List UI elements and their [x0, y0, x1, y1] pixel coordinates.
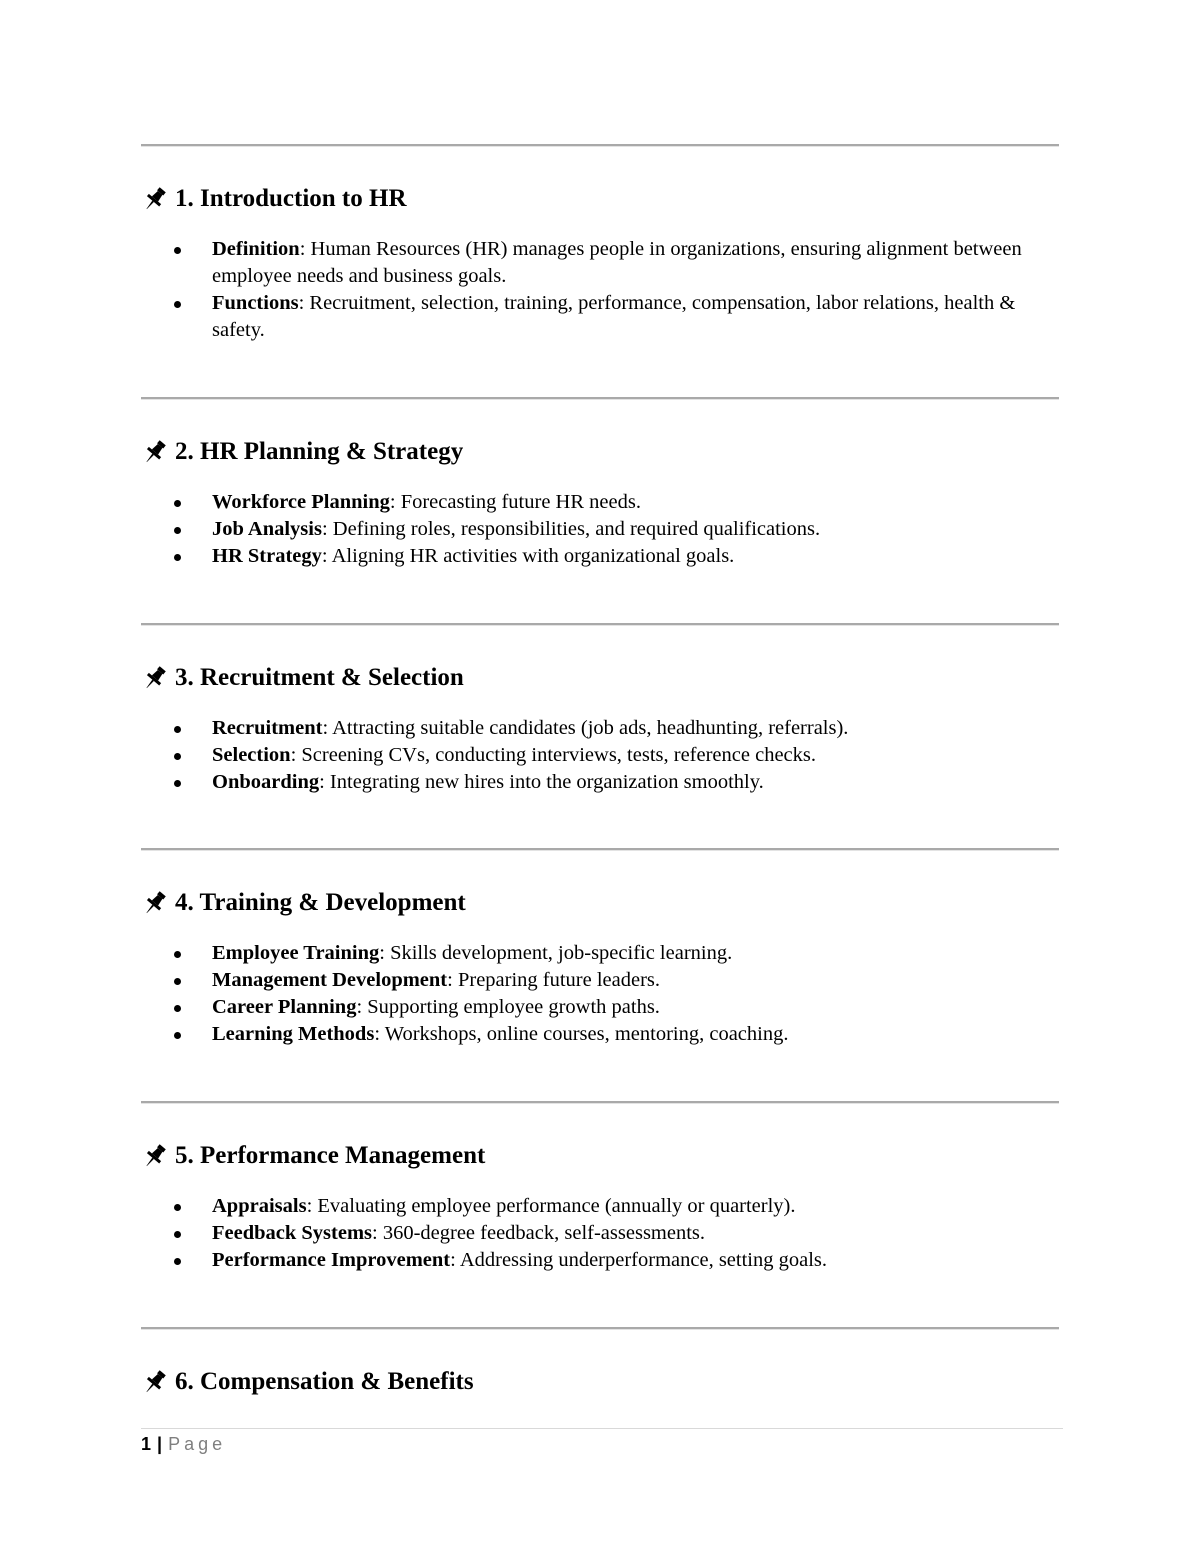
section-heading-text: 4. Training & Development [175, 889, 466, 916]
page-label: Page [168, 1434, 227, 1454]
bullet-dot [174, 753, 181, 760]
bullet-dot [174, 554, 181, 561]
pushpin-icon [141, 1142, 169, 1170]
horizontal-rule [141, 1101, 1059, 1104]
section-compensation [141, 1365, 1059, 1399]
item-term: Definition [212, 238, 300, 260]
pushpin-icon [141, 185, 169, 213]
item-text: : Evaluating employee performance (annually or quarterly). [306, 1195, 796, 1217]
item-text: : Forecasting future HR needs. [389, 491, 641, 513]
bullet-dot [174, 500, 181, 507]
list-item [141, 1220, 1059, 1247]
horizontal-rule [141, 848, 1059, 851]
item-term: Appraisals [212, 1195, 307, 1217]
item-term: Recruitment [212, 717, 323, 739]
item-term: HR Strategy [212, 545, 322, 567]
page-separator: | [157, 1434, 163, 1454]
bullet-list [141, 489, 1059, 570]
list-item [141, 290, 1059, 344]
bullet-dot [174, 1204, 181, 1211]
item-term: Job Analysis [212, 518, 322, 540]
bullet-dot [174, 780, 181, 787]
bullet-list [141, 715, 1059, 796]
item-text: : Preparing future leaders. [447, 969, 661, 991]
section-heading-text: 5. Performance Management [175, 1142, 486, 1169]
horizontal-rule [141, 1327, 1059, 1330]
item-text: : Recruitment, selection, training, performance, compensation, labor relations, health & safety. [212, 292, 1016, 341]
list-item [141, 967, 1059, 994]
list-item [141, 1247, 1059, 1274]
list-item [141, 489, 1059, 516]
bullet-dot [174, 726, 181, 733]
list-item [141, 715, 1059, 742]
item-text: : Screening CVs, conducting interviews, tests, reference checks. [290, 744, 817, 766]
item-text: : Workshops, online courses, mentoring, coaching. [374, 1023, 789, 1045]
page-footer [141, 1434, 226, 1455]
item-term: Learning Methods [212, 1023, 375, 1045]
section-heading [141, 886, 1059, 920]
list-item [141, 543, 1059, 570]
section-heading [141, 182, 1059, 216]
section-heading [141, 661, 1059, 695]
section-heading-text: 6. Compensation & Benefits [175, 1368, 474, 1395]
item-term: Management Development [212, 969, 448, 991]
item-text: : Addressing underperformance, setting goals. [450, 1249, 828, 1271]
item-term: Selection [212, 744, 291, 766]
list-item [141, 940, 1059, 967]
item-term: Career Planning [212, 996, 357, 1018]
item-text: : Integrating new hires into the organization smoothly. [319, 771, 764, 793]
bullet-dot [174, 1258, 181, 1265]
pushpin-icon [141, 1368, 169, 1396]
item-text: : Skills development, job-specific learning. [379, 942, 733, 964]
section-heading [141, 1139, 1059, 1173]
section-heading [141, 435, 1059, 469]
bullet-list [141, 1193, 1059, 1274]
section-heading-text: 3. Recruitment & Selection [175, 664, 464, 691]
item-term: Onboarding [212, 771, 320, 793]
section-heading-text: 2. HR Planning & Strategy [175, 438, 464, 465]
bullet-dot [174, 1005, 181, 1012]
item-text: : Defining roles, responsibilities, and required qualifications. [321, 518, 821, 540]
item-term: Functions [212, 292, 299, 314]
item-text: : Human Resources (HR) manages people in organizations, ensuring alignment between employee needs and business goals. [212, 238, 1022, 287]
item-text: : Supporting employee growth paths. [356, 996, 660, 1018]
section-heading-text: 1. Introduction to HR [175, 185, 407, 212]
section-hr-planning [141, 435, 1059, 570]
item-text: : Aligning HR activities with organizational goals. [321, 545, 735, 567]
horizontal-rule [141, 144, 1059, 147]
bullet-dot [174, 527, 181, 534]
section-training [141, 886, 1059, 1048]
item-text: : 360-degree feedback, self-assessments. [372, 1222, 706, 1244]
item-text: : Attracting suitable candidates (job ads, headhunting, referrals). [322, 717, 849, 739]
bullet-dot [174, 1231, 181, 1238]
list-item [141, 769, 1059, 796]
list-item [141, 742, 1059, 769]
bullet-dot [174, 301, 181, 308]
item-term: Feedback Systems [212, 1222, 373, 1244]
list-item [141, 236, 1059, 290]
pushpin-icon [141, 889, 169, 917]
item-term: Employee Training [212, 942, 380, 964]
bullet-list [141, 236, 1059, 344]
bullet-dot [174, 951, 181, 958]
section-performance [141, 1139, 1059, 1274]
horizontal-rule [141, 623, 1059, 626]
section-recruitment [141, 661, 1059, 796]
bullet-dot [174, 1032, 181, 1039]
item-term: Workforce Planning [212, 491, 390, 513]
footer-rule [141, 1428, 1063, 1429]
page-number: 1 [141, 1434, 152, 1454]
list-item [141, 994, 1059, 1021]
horizontal-rule [141, 397, 1059, 400]
list-item [141, 1193, 1059, 1220]
section-introduction [141, 182, 1059, 344]
bullet-dot [174, 247, 181, 254]
pushpin-icon [141, 664, 169, 692]
item-term: Performance Improvement [212, 1249, 451, 1271]
pushpin-icon [141, 438, 169, 466]
bullet-dot [174, 978, 181, 985]
section-heading [141, 1365, 1059, 1399]
list-item [141, 516, 1059, 543]
list-item [141, 1021, 1059, 1048]
bullet-list [141, 940, 1059, 1048]
